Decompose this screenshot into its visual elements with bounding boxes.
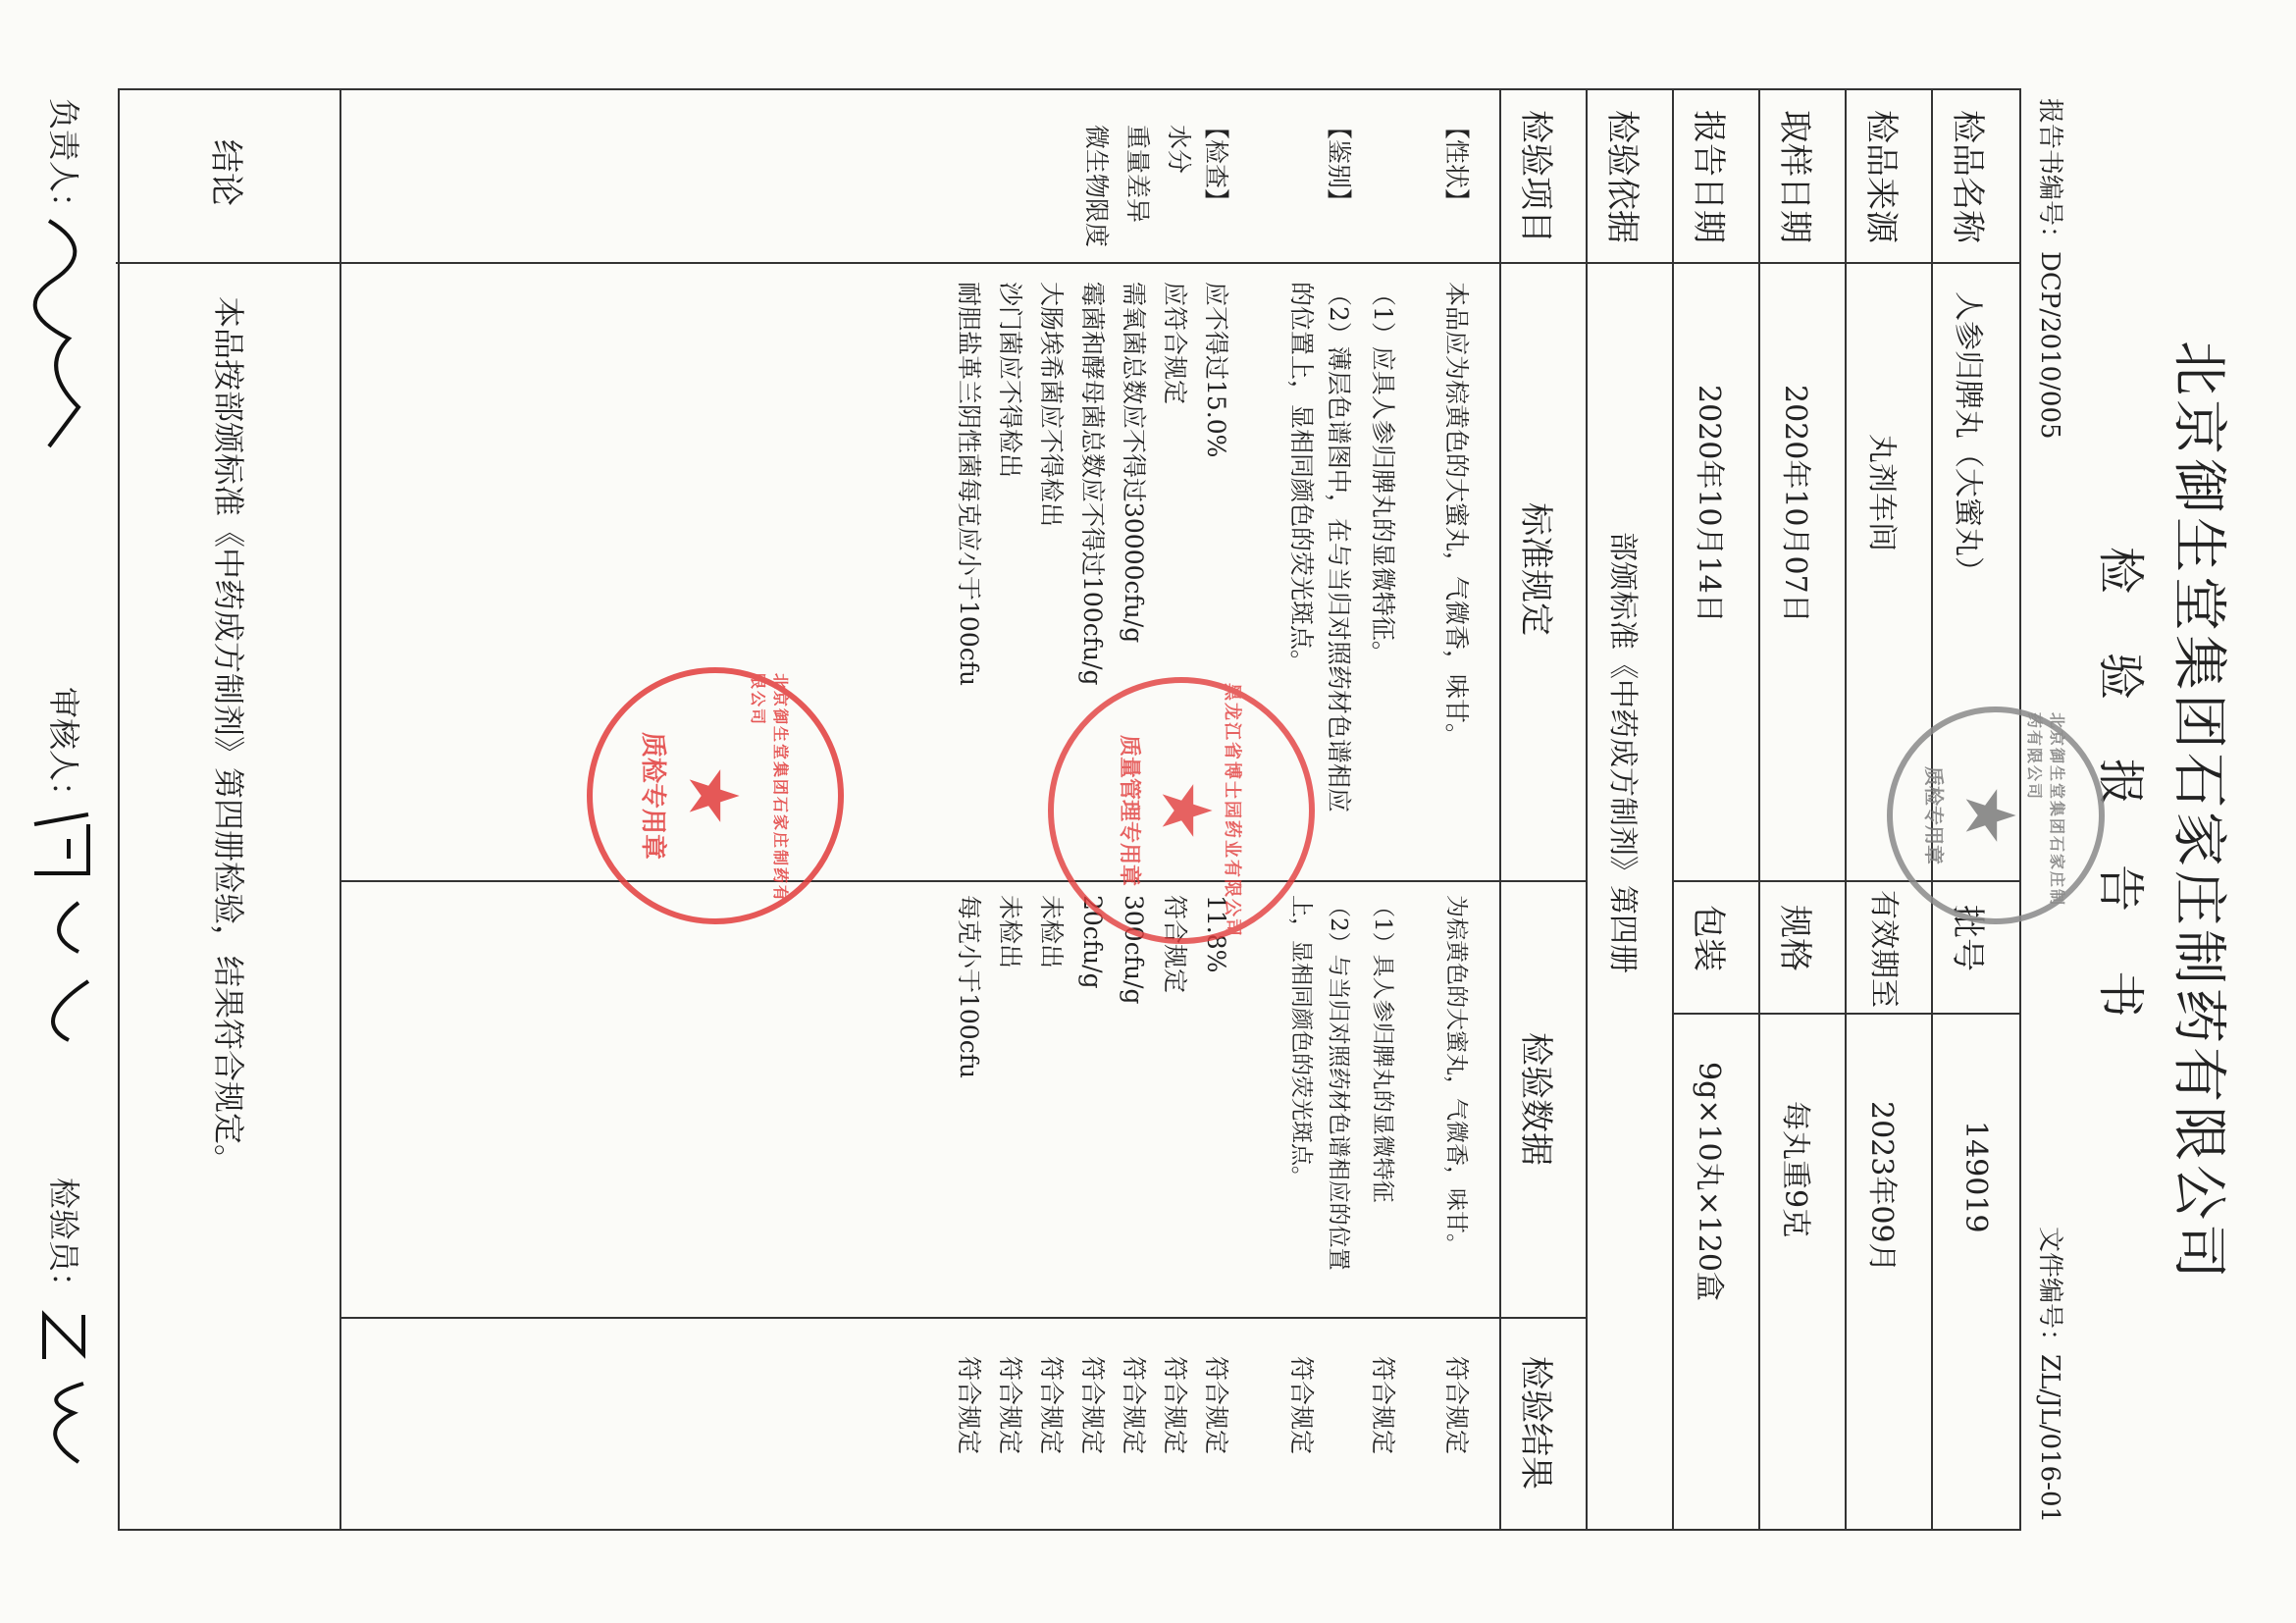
item-moisture: 水分 — [1165, 125, 1193, 175]
data-microbe-4: 未检出 — [996, 895, 1024, 969]
result-microbe-5: 符合规定 — [955, 1356, 983, 1455]
data-microbe-5: 每克小于100cfu — [955, 895, 983, 1079]
value-sample-date: 2020年10月07日 — [1778, 385, 1812, 623]
data-microbe-2: 20cfu/g — [1078, 895, 1107, 989]
result-weight: 符合规定 — [1161, 1356, 1189, 1455]
star-icon: ★ — [1146, 779, 1227, 842]
data-microbe-1: 300cfu/g — [1120, 895, 1148, 1005]
result-microbe-3: 符合规定 — [1037, 1356, 1066, 1455]
result-microbe-2: 符合规定 — [1078, 1356, 1107, 1455]
item-identification: 【鉴别】 — [1325, 115, 1353, 214]
qa-stamp-middle: 黑龙江省博士园药业有限公司 ★ 质量管理专用章 — [1048, 677, 1315, 944]
label-package: 包装 — [1689, 905, 1728, 971]
label-data: 检验数据 — [1516, 1032, 1555, 1166]
label-conclusion: 结论 — [206, 139, 245, 206]
data-weight: 符合规定 — [1161, 895, 1189, 994]
footer-inspector: 检验员： — [45, 1178, 82, 1304]
result-appearance: 符合规定 — [1442, 1356, 1471, 1455]
standard-identification-2b: 的位置上，显相同颜色的荧光斑点。 — [1287, 282, 1316, 675]
signature-inspector — [9, 1305, 103, 1501]
data-appearance: 为棕黄色的大蜜丸，气微香，味甘。 — [1443, 895, 1469, 1256]
result-identification-1: 符合规定 — [1369, 1356, 1397, 1455]
standard-microbe-5: 耐胆盐革兰阴性菌每克应小于100cfu — [955, 282, 983, 687]
footer-reviewer: 审核人： — [45, 687, 82, 813]
data-identification-2a: （2）与当归对照药材色谱相应的位置 — [1326, 895, 1351, 1271]
label-spec: 规格 — [1775, 905, 1814, 971]
value-package: 9g×10丸×120盒 — [1692, 1062, 1726, 1301]
item-weight-variation: 重量差异 — [1123, 125, 1152, 224]
conclusion-text: 本品按部颁标准《中药成方制剂》第四册检验，结果符合规定。 — [210, 296, 247, 1177]
result-identification-2: 符合规定 — [1287, 1356, 1316, 1455]
star-icon: ★ — [673, 764, 755, 827]
item-inspection: 【检查】 — [1202, 115, 1230, 214]
value-report-date: 2020年10月14日 — [1692, 385, 1726, 623]
label-standard: 标准规定 — [1516, 502, 1555, 636]
footer-responsible: 负责人： — [45, 98, 82, 225]
standard-moisture: 应不得过15.0% — [1202, 282, 1230, 458]
quality-stamp-bottom: 北京御生堂集团石家庄制药有限公司 ★ 质检专用章 — [587, 667, 844, 924]
signature-reviewer — [4, 805, 108, 1060]
label-source: 检品来源 — [1861, 110, 1901, 243]
label-result: 检验结果 — [1516, 1356, 1555, 1490]
value-spec: 每丸重9克 — [1778, 1101, 1812, 1238]
report-number: 报告书编号：DCP/2010/005 — [2035, 98, 2064, 440]
item-appearance: 【性状】 — [1442, 115, 1471, 214]
value-product-name: 人参归脾丸（大蜜丸） — [1951, 291, 1985, 586]
value-batch: 149019 — [1958, 1121, 1993, 1233]
value-validity: 2023年09月 — [1864, 1101, 1899, 1273]
quality-stamp-top: 北京御生堂集团石家庄制药有限公司 ★ 质检专用章 — [1887, 707, 2105, 924]
standard-weight: 应符合规定 — [1161, 282, 1189, 405]
company-title: 北京御生堂集团石家庄制药有限公司 — [2166, 340, 2230, 1283]
label-product-name: 检品名称 — [1948, 110, 1987, 243]
standard-microbe-2: 霉菌和酵母菌总数应不得过100cfu/g — [1078, 282, 1107, 686]
standard-microbe-1: 需氧菌总数应不得过30000cfu/g — [1120, 282, 1148, 644]
result-moisture: 符合规定 — [1202, 1356, 1230, 1455]
report-subtitle: 检验报告书 — [2093, 546, 2148, 1076]
label-sample-date: 取样日期 — [1775, 110, 1814, 243]
value-basis: 部颁标准《中药成方制剂》第四册 — [1605, 532, 1640, 973]
standard-microbe-3: 大肠埃希菌应不得检出 — [1037, 282, 1066, 528]
standard-identification-2a: （2）薄层色谱图中，在与当归对照药材色谱相应 — [1325, 282, 1353, 812]
data-identification-2b: 上，显相同颜色的荧光斑点。 — [1288, 895, 1314, 1188]
label-item: 检验项目 — [1516, 110, 1555, 243]
standard-microbe-4: 沙门菌应不得检出 — [996, 282, 1024, 479]
standard-identification-1: （1）应具人参归脾丸的显微特征。 — [1369, 282, 1397, 665]
standard-appearance: 本品应为棕黄色的大蜜丸，气微香，味甘。 — [1442, 282, 1471, 749]
data-moisture: 11.8% — [1202, 895, 1230, 973]
result-microbe-1: 符合规定 — [1120, 1356, 1148, 1455]
label-report-date: 报告日期 — [1689, 110, 1728, 243]
label-validity: 有效期至 — [1866, 890, 1901, 1008]
result-microbe-4: 符合规定 — [996, 1356, 1024, 1455]
file-number: 文件编号：ZL/JL/016-01 — [2035, 1227, 2064, 1524]
star-icon: ★ — [1950, 784, 2031, 847]
data-identification-1: （1）具人参归脾丸的显微特征 — [1370, 895, 1395, 1203]
signature-responsible — [4, 211, 108, 466]
data-microbe-3: 未检出 — [1037, 895, 1066, 969]
label-batch: 批号 — [1948, 905, 1987, 971]
item-microbial-limit: 微生物限度 — [1082, 125, 1111, 248]
label-basis: 检验依据 — [1602, 110, 1642, 243]
value-source: 丸剂车间 — [1864, 434, 1899, 551]
